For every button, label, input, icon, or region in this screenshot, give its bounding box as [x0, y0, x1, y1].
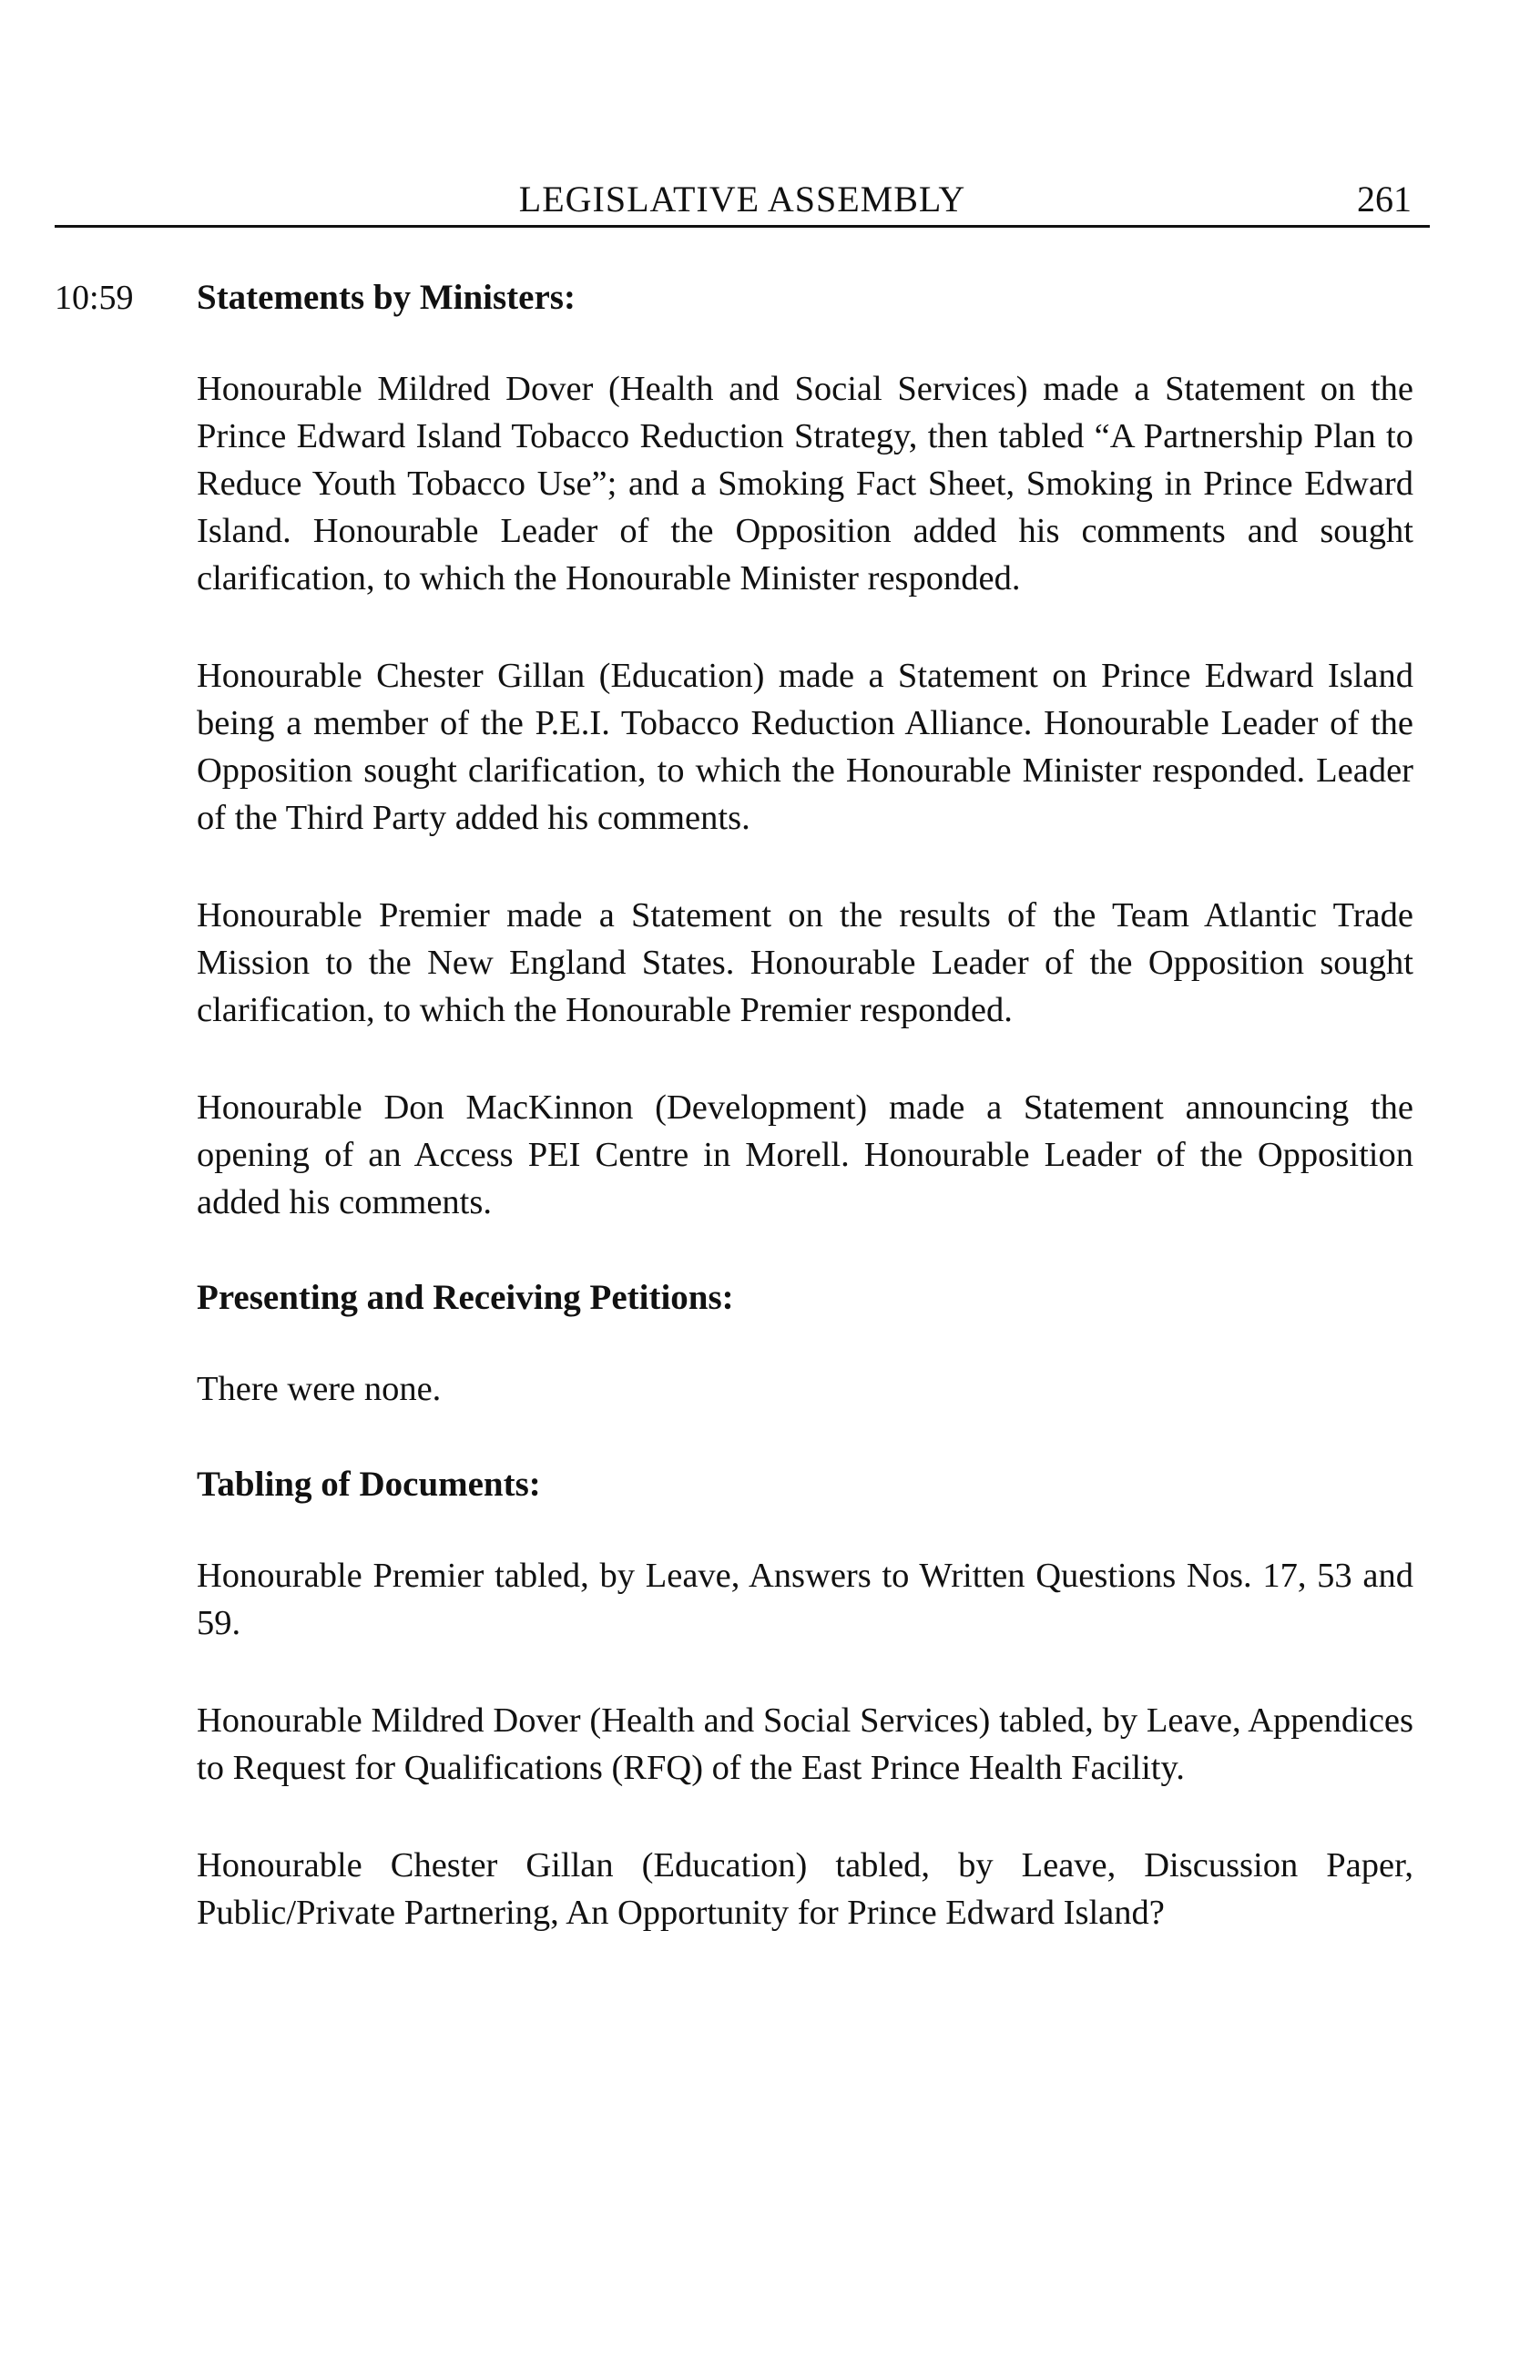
statement-paragraph: Honourable Chester Gillan (Education) made a Statement on Prince Edward Island being a member of the P.E.I. Tobacco Reduction Alliance. Honourable Leader of the Opposition sought clarification, to which the Honourable Minister responded. Leader of the Third Party added his comments. [197, 657, 1413, 837]
time-stamp: 10:59 [55, 279, 134, 317]
statement-paragraph: Honourable Don MacKinnon (Development) made a Statement announcing the opening of an Access PEI Centre in Morell. Honourable Leader of the Opposition added his comments. [197, 1088, 1413, 1221]
header-rule [55, 225, 1430, 228]
statement-paragraph: Honourable Mildred Dover (Health and Social Services) made a Statement on the Prince Edward Island Tobacco Reduction Strategy, then tabled “A Partnership Plan to Reduce Youth Tobacco Use”; and a Smoking Fact Sheet, Smoking in Prince Edward Island. Honourable Leader of the Opposition added his comments and sought clarification, to which the Honourable Minister responded. [197, 370, 1413, 598]
tabling-paragraph: Honourable Chester Gillan (Education) tabled, by Leave, Discussion Paper, Public/Private Partnering, An Opportunity for Prince Edward Island? [197, 1846, 1413, 1932]
section-heading-statements: Statements by Ministers: [197, 278, 576, 317]
running-head-title: LEGISLATIVE ASSEMBLY [518, 179, 966, 220]
journal-content [197, 276, 1413, 1936]
tabling-paragraph: Honourable Premier tabled, by Leave, Answers to Written Questions Nos. 17, 53 and 59. [197, 1557, 1413, 1642]
tabling-paragraph: Honourable Mildred Dover (Health and Social Services) tabled, by Leave, Appendices to Request for Qualifications (RFQ) of the East Prince Health Facility. [197, 1701, 1413, 1787]
statement-paragraph: Honourable Premier made a Statement on the results of the Team Atlantic Trade Mission to the New England States. Honourable Leader of the Opposition sought clarification, to which the Honourable Premier responded. [197, 896, 1413, 1029]
section-heading-petitions: Presenting and Receiving Petitions: [197, 1278, 734, 1317]
page-number: 261 [1357, 179, 1412, 220]
section-heading-tabling: Tabling of Documents: [197, 1465, 541, 1504]
page-header [55, 178, 1430, 225]
petitions-paragraph: There were none. [197, 1370, 442, 1408]
